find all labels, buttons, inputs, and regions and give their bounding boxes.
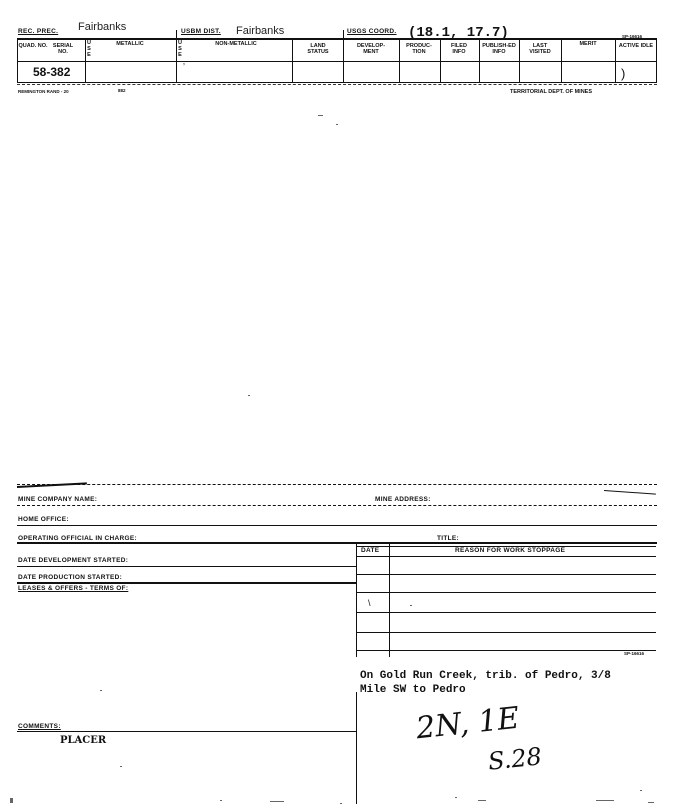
title-label: TITLE:	[437, 535, 460, 542]
form-number-bottom: SP-16616	[624, 651, 645, 656]
operating-official-label: OPERATING OFFICIAL IN CHARGE:	[18, 535, 137, 542]
date-development-label: DATE DEVELOPMENT STARTED:	[18, 557, 129, 564]
date-production-label: DATE PRODUCTION STARTED:	[18, 574, 123, 581]
usgs-coord-value: (18.1, 17.7)	[408, 25, 509, 41]
col-non-metallic: NON-METALLIC	[215, 41, 257, 47]
quad-serial-value: 58-382	[33, 65, 71, 79]
printer-code: 882	[118, 88, 126, 93]
comments-value: PLACER	[60, 735, 107, 746]
printer-imprint: REMINGTON RAND - 20	[18, 89, 69, 94]
handwritten-township: 2N, 1E	[414, 700, 522, 747]
col-filed-info: FILED INFO	[451, 43, 467, 55]
handwritten-section: S.28	[486, 742, 544, 776]
usbm-dist-value: Fairbanks	[236, 25, 285, 37]
leases-offers-label: LEASES & OFFERS - TERMS OF:	[18, 585, 129, 592]
col-use-nonmetallic: U S E	[178, 40, 182, 58]
col-serial-no: SERIAL NO.	[52, 43, 74, 55]
col-last-visited: LAST VISITED	[529, 43, 551, 55]
comments-label: COMMENTS:	[18, 723, 61, 730]
active-idle-mark: )	[621, 66, 626, 81]
typed-note-line-1: On Gold Run Creek, trib. of Pedro, 3/8	[360, 670, 611, 682]
mine-company-name-label: MINE COMPANY NAME:	[18, 496, 98, 503]
date-column-label: DATE	[361, 547, 380, 554]
reason-work-stoppage-label: REASON FOR WORK STOPPAGE	[455, 547, 566, 554]
rec-prec-value: Fairbanks	[78, 21, 127, 33]
col-production: PRODUC-TION	[406, 43, 432, 55]
col-merit: MERIT	[579, 41, 597, 47]
col-metallic: METALLIC	[116, 41, 144, 47]
col-development: DEVELOP-MENT	[356, 43, 386, 55]
col-active-idle: ACTIVE IDLE	[618, 43, 654, 49]
col-land-status: LAND STATUS	[307, 43, 329, 55]
mine-address-label: MINE ADDRESS:	[375, 496, 431, 503]
col-use-metallic: U S E	[87, 40, 91, 58]
home-office-label: HOME OFFICE:	[18, 516, 69, 523]
typed-note-line-2: Mile SW to Pedro	[360, 684, 466, 696]
form-number-top: SP-16616	[622, 34, 643, 39]
territorial-dept-imprint: TERRITORIAL DEPT. OF MINES	[510, 89, 592, 95]
usgs-coord-label: USGS COORD.	[347, 28, 397, 35]
usbm-dist-label: USBM DIST.	[181, 28, 221, 35]
rec-prec-label: REC. PREC.	[18, 28, 59, 35]
col-published-info: PUBLISH-ED INFO	[482, 43, 516, 55]
col-quad-no: QUAD. NO.	[18, 43, 48, 49]
